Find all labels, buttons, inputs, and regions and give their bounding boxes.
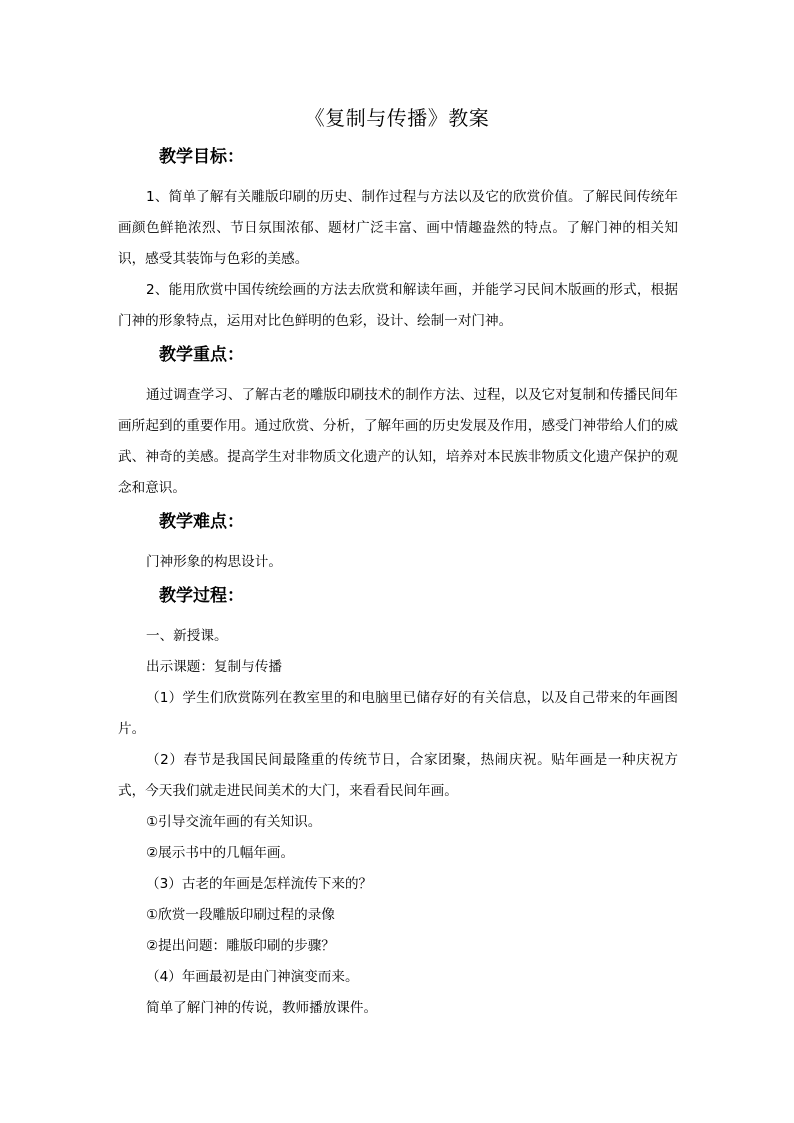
process-paragraph: （1）学生们欣赏陈列在教室里的和电脑里已储存好的有关信息，以及自己带来的年画图片。 xyxy=(118,690,678,737)
process-line: ①引导交流年画的有关知识。 xyxy=(146,814,322,830)
process-line: ②展示书中的几幅年画。 xyxy=(146,845,295,861)
process-line: ②提出问题：雕版印刷的步骤？ xyxy=(146,938,335,954)
process-line: 出示课题：复制与传播 xyxy=(146,659,282,675)
process-line: 简单了解门神的传说，教师播放课件。 xyxy=(146,1000,378,1016)
section-objectives xyxy=(118,145,678,337)
paragraph: 通过调查学习、了解古老的雕版印刷技术的制作方法、过程，以及它对复制和传播民间年画所起到的重要作用。通过欣赏、分析，了解年画的历史发展及作用，感受门神带给人们的威武、神奇的美感。提高学生对非物质文化遗产的认知，培养对本民族非物质文化遗产保护的观念和意识。 xyxy=(118,387,678,496)
section-difficulties xyxy=(118,510,678,578)
process-paragraph: （2）春节是我国民间最隆重的传统节日，合家团聚，热闹庆祝。贴年画是一种庆祝方式，今天我们就走进民间美术的大门，来看看民间年画。 xyxy=(118,752,678,799)
section-heading: 教学难点： xyxy=(159,512,244,532)
process-paragraph: （3）古老的年画是怎样流传下来的？ xyxy=(146,876,373,892)
section-process xyxy=(118,584,678,1024)
section-heading: 教学目标： xyxy=(159,147,244,167)
process-line: 一、新授课。 xyxy=(146,628,228,644)
section-heading: 教学重点： xyxy=(159,345,244,365)
process-line: ①欣赏一段雕版印刷过程的录像 xyxy=(146,907,335,923)
process-paragraph: （4）年画最初是由门神演变而来。 xyxy=(146,969,359,985)
document-title: 《复制与传播》教案 xyxy=(304,106,490,130)
paragraph: 2、能用欣赏中国传统绘画的方法去欣赏和解读年画，并能学习民间木版画的形式，根据门神的形象特点，运用对比色鲜明的色彩，设计、绘制一对门神。 xyxy=(118,282,678,329)
document-body xyxy=(118,145,678,1024)
paragraph: 1、简单了解有关雕版印刷的历史、制作过程与方法以及它的欣赏价值。了解民间传统年画颜色鲜艳浓烈、节日氛围浓郁、题材广泛丰富、画中情趣盎然的特点。了解门神的相关知识，感受其装饰与色彩的美感。 xyxy=(118,189,678,267)
section-key-points xyxy=(118,343,678,504)
paragraph: 门神形象的构思设计。 xyxy=(146,554,282,570)
section-heading: 教学过程： xyxy=(159,586,244,606)
